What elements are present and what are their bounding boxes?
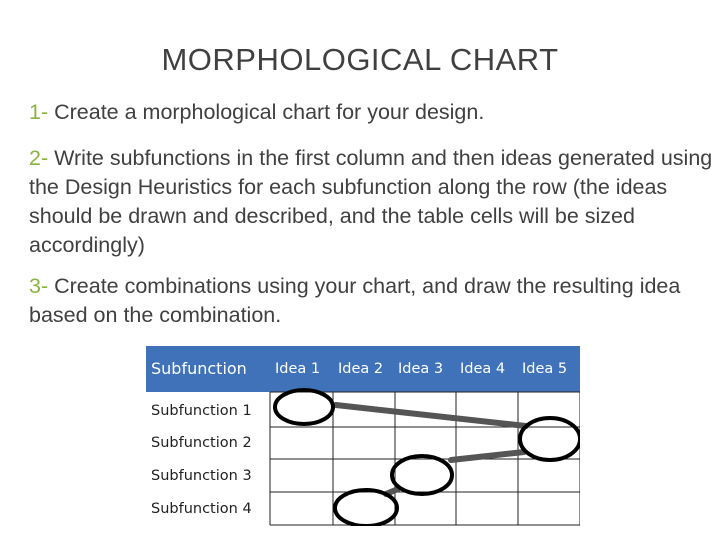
- step-1-number: 1-: [29, 100, 49, 124]
- step-2-text: Write subfunctions in the first column and then ideas generated using the Design Heuristics for each subfunction along the row (the ideas should be drawn and described, and the table cells will be sized accordingly): [29, 146, 713, 257]
- step-2: [29, 144, 719, 260]
- header-idea-2: Idea 2: [338, 361, 384, 377]
- slide-title: MORPHOLOGICAL CHART: [161, 42, 559, 77]
- step-3-number: 3-: [29, 274, 49, 298]
- selection-circle-idea1: [275, 390, 333, 424]
- connector-line: [336, 405, 526, 426]
- step-3: [29, 272, 719, 330]
- header-subfunction: Subfunction: [151, 359, 247, 378]
- header-idea-1: Idea 1: [275, 361, 321, 377]
- step-2-number: 2-: [29, 146, 49, 170]
- row-label-subfunction-2: Subfunction 2: [151, 435, 252, 451]
- selection-circle-idea3: [392, 456, 452, 494]
- selection-circle-idea5: [520, 418, 580, 460]
- step-1: [29, 98, 719, 127]
- row-label-subfunction-1: Subfunction 1: [151, 403, 252, 419]
- step-1-text: Create a morphological chart for your design.: [48, 100, 485, 124]
- row-label-subfunction-4: Subfunction 4: [151, 501, 252, 517]
- selection-circle-idea2: [335, 490, 397, 526]
- header-idea-4: Idea 4: [460, 361, 506, 377]
- header-idea-3: Idea 3: [398, 361, 444, 377]
- morphological-chart-table: [146, 346, 580, 526]
- step-3-text: Create combinations using your chart, and draw the resulting idea based on the combination.: [29, 274, 681, 327]
- header-idea-5: Idea 5: [522, 361, 568, 377]
- row-label-subfunction-3: Subfunction 3: [151, 468, 252, 484]
